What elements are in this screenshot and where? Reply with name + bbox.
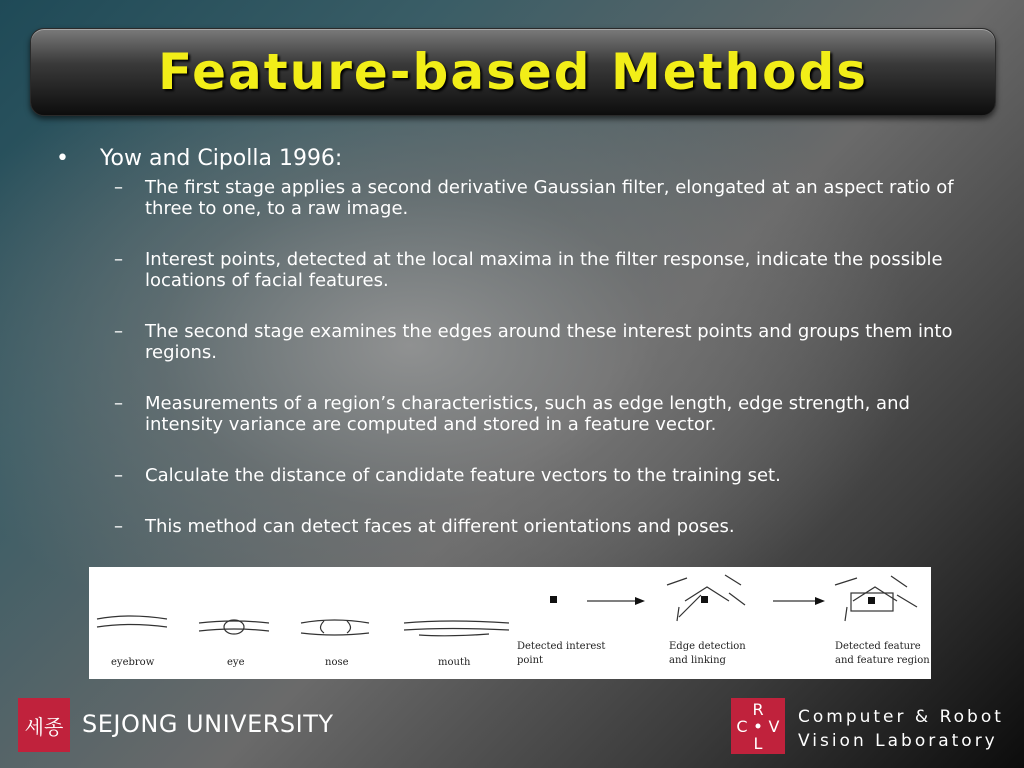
label-edge-line1: Edge detection (669, 641, 746, 652)
sub-bullet-text: Measurements of a region’s characteristics, such as edge length, edge strength, and intensity variance are computed and stored in a feature vector. (145, 393, 910, 435)
sub-bullet (114, 177, 976, 219)
eyebrow-shape (97, 616, 167, 619)
feature-figure (89, 567, 931, 679)
eye-shape (199, 621, 269, 623)
sub-bullet-text: Calculate the distance of candidate feature vectors to the training set. (145, 465, 781, 486)
slide-title: Feature-based Methods (157, 43, 869, 101)
dash-mark: – (114, 393, 123, 414)
label-mouth: mouth (438, 657, 471, 668)
dash-mark: – (114, 321, 123, 342)
arrow-head-1 (635, 597, 645, 605)
bullet-text: Yow and Cipolla 1996: (100, 146, 343, 171)
sub-bullet (114, 321, 976, 363)
main-bullet (56, 146, 976, 171)
label-detected-line1: Detected interest (517, 641, 606, 652)
edge-lines (667, 578, 687, 585)
dash-mark: – (114, 177, 123, 198)
crvl-letter-c: C (736, 717, 748, 736)
title-bar (30, 28, 996, 116)
label-feature-line1: Detected feature (835, 641, 921, 652)
sub-bullet-text: The first stage applies a second derivative Gaussian filter, elongated at an aspect ratio of three to one, to a raw image. (145, 177, 954, 219)
bullet-mark: • (56, 146, 69, 171)
lab-name-line2: Vision Laboratory (798, 731, 998, 751)
lab-name-line1: Computer & Robot (798, 707, 1004, 727)
crvl-letter-r: R (752, 700, 764, 719)
slide-content (56, 146, 976, 567)
label-eye: eye (227, 657, 245, 668)
edge-point-marker (701, 596, 708, 603)
sub-bullet (114, 465, 976, 486)
sub-bullet (114, 516, 976, 537)
label-detected-line2: point (517, 655, 544, 666)
sejong-logo (18, 698, 70, 752)
feature-diagram (89, 567, 931, 679)
label-feature-line2: and feature region (835, 655, 930, 666)
feature-region-lines (835, 578, 857, 585)
dash-mark: – (114, 249, 123, 270)
arrow-head-2 (815, 597, 825, 605)
crvl-logo (731, 698, 785, 754)
crvl-letter-v: V (768, 717, 780, 736)
lab-name (798, 705, 1004, 753)
dash-mark: – (114, 516, 123, 537)
sejong-logo-text: 세종 (24, 715, 64, 739)
university-name: SEJONG UNIVERSITY (82, 710, 334, 738)
nose-shape (301, 620, 369, 623)
label-eyebrow: eyebrow (111, 657, 155, 668)
crvl-letter-l: L (753, 734, 763, 753)
mouth-shape (404, 621, 509, 623)
interest-point-marker (550, 596, 557, 603)
sub-bullet-text: This method can detect faces at different orientations and poses. (145, 516, 735, 537)
label-nose: nose (325, 657, 349, 668)
dash-mark: – (114, 465, 123, 486)
sub-bullet (114, 393, 976, 435)
sub-bullet (114, 249, 976, 291)
sub-bullet-text: The second stage examines the edges around these interest points and groups them into regions. (145, 321, 953, 363)
label-edge-line2: and linking (669, 655, 726, 666)
sub-bullet-text: Interest points, detected at the local maxima in the filter response, indicate the possible locations of facial features. (145, 249, 943, 291)
feature-point-marker (868, 597, 875, 604)
